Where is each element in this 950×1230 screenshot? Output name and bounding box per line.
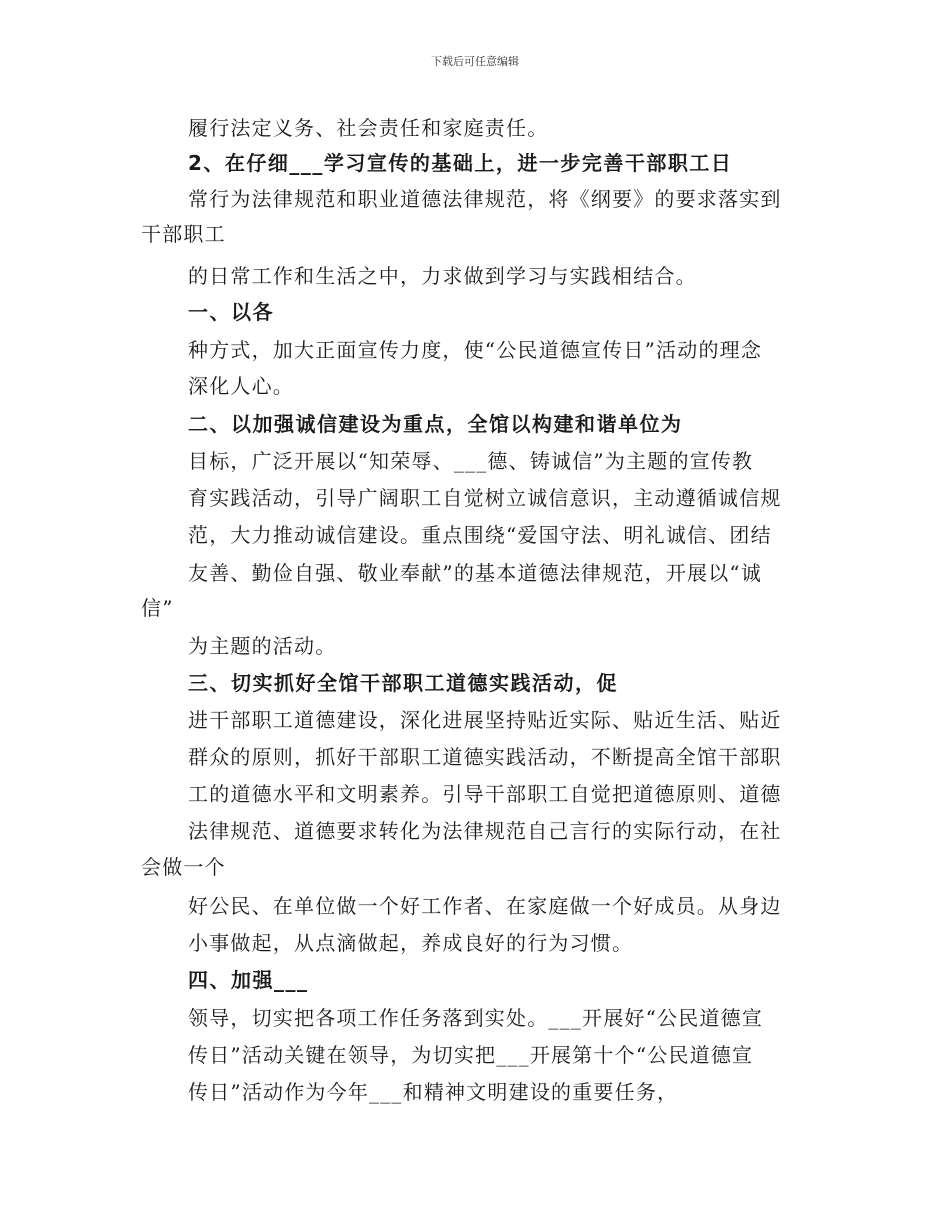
- paragraph-line: 友善、勤俭自强、敬业奉献”的基本道德法律规范，开展以“诚: [188, 561, 763, 585]
- paragraph-line: 深化人心。: [188, 374, 294, 398]
- paragraph-line: 常行为法律规范和职业道德法律规范，将《纲要》的要求落实到: [188, 187, 782, 211]
- paragraph-line: 会做一个: [141, 855, 226, 879]
- section-heading: 2、在仔细___学习宣传的基础上，进一步完善干部职工日: [188, 151, 733, 175]
- paragraph-line: 目标，广泛开展以“知荣辱、___德、铸诚信”为主题的宣传教: [188, 449, 754, 473]
- section-heading: 四、加强___: [188, 968, 309, 992]
- paragraph-line: 范，大力推动诚信建设。重点围绕“爱国守法、明礼诚信、团结: [188, 523, 772, 547]
- page-header-note: 下载后可任意编辑: [431, 55, 519, 68]
- section-heading: 三、切实抓好全馆干部职工道德实践活动，促: [188, 671, 618, 695]
- paragraph-line: 传日”活动关键在领导，为切实把___开展第十个“公民道德宣: [188, 1043, 754, 1067]
- paragraph-line: 传日”活动作为今年___和精神文明建设的重要任务，: [188, 1080, 679, 1104]
- paragraph-line: 好公民、在单位做一个好工作者、在家庭做一个好成员。从身边: [188, 894, 782, 918]
- section-heading: 一、以各: [188, 300, 274, 324]
- paragraph-line: 干部职工: [141, 222, 226, 246]
- paragraph-line: 为主题的活动。: [188, 634, 337, 658]
- paragraph-line: 工的道德水平和文明素养。引导干部职工自觉把道德原则、道德: [188, 782, 782, 806]
- paragraph-line: 履行法定义务、社会责任和家庭责任。: [188, 116, 549, 140]
- paragraph-line: 育实践活动，引导广阔职工自觉树立诚信意识，主动遵循诚信规: [188, 486, 782, 510]
- paragraph-line: 法律规范、道德要求转化为法律规范自己言行的实际行动，在社: [188, 819, 782, 843]
- paragraph-line: 领导，切实把各项工作任务落到实处。___开展好“公民道德宣: [188, 1006, 764, 1030]
- paragraph-line: 信”: [141, 596, 174, 620]
- paragraph-line: 群众的原则，抓好干部职工道德实践活动，不断提高全馆干部职: [188, 745, 782, 769]
- paragraph-line: 小事做起，从点滴做起，养成良好的行为习惯。: [188, 931, 634, 955]
- paragraph-line: 种方式，加大正面宣传力度，使“公民道德宣传日”活动的理念: [188, 338, 763, 362]
- section-heading: 二、以加强诚信建设为重点，全馆以构建和谐单位为: [188, 412, 683, 436]
- paragraph-line: 的日常工作和生活之中，力求做到学习与实践相结合。: [188, 264, 697, 288]
- paragraph-line: 进干部职工道德建设，深化进展坚持贴近实际、贴近生活、贴近: [188, 708, 782, 732]
